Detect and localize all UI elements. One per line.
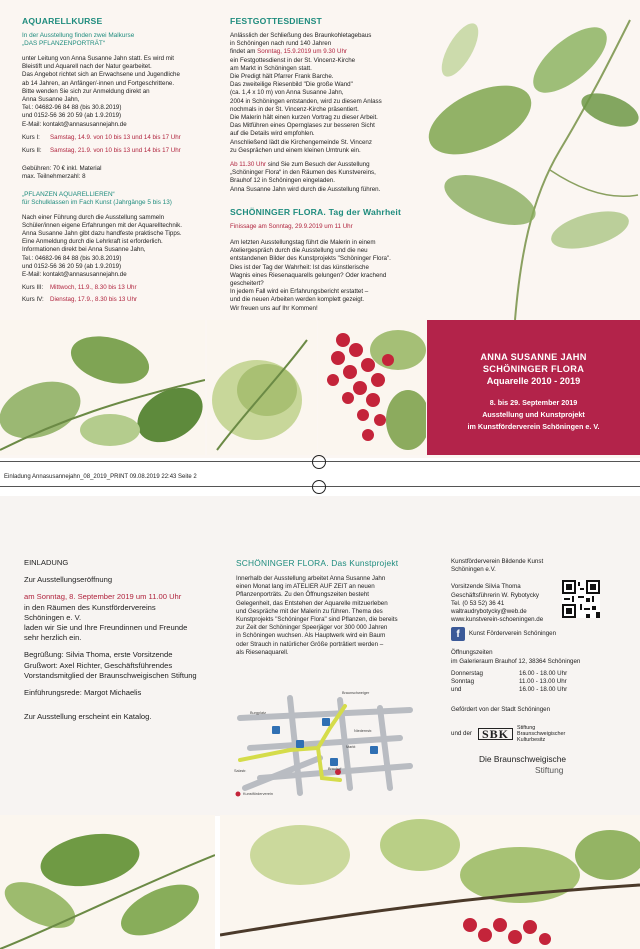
banner-project: SCHÖNINGER FLORA — [482, 364, 585, 374]
greet-line: Vorstandsmitglied der Braunschweigischen Stiftung — [24, 670, 197, 680]
body-line — [230, 48, 426, 56]
body-line: unter Leitung von Anna Susanne Jahn statt. Es wird mit — [22, 55, 175, 62]
body-line: „Schöninger Flora“ in den Räumen des Kunstvereins, — [230, 169, 376, 177]
facebook-row[interactable] — [451, 627, 626, 641]
kurs-4 — [22, 296, 212, 304]
banner-subtitle: Aquarelle 2010 - 2019 — [486, 376, 581, 386]
body-line: Nach einer Führung durch die Ausstellung sammeln — [22, 213, 165, 221]
body-line: Bleistift und Aquarell nach der Natur gearbeitet. — [22, 63, 152, 71]
contact-line: Tel. (0 53 52) 36 41 — [451, 599, 505, 607]
aquarell-body — [22, 55, 212, 129]
fest-body — [230, 32, 426, 155]
sbk-text-line: Kulturbesitz — [517, 737, 546, 744]
kurs-label: Kurs II: — [22, 147, 42, 155]
body-line: ein Festgottesdienst in der St. Vincenz-Kirche — [230, 56, 356, 64]
sbk-text — [517, 725, 565, 744]
body-line: auf die Details wird empfohlen. — [230, 130, 315, 138]
contact-line: Vorsitzende Silvia Thoma — [451, 583, 521, 591]
banner-dates: 8. bis 29. September 2019 — [489, 398, 578, 407]
body-line: ab 14 Jahren, an Anfänger/-innen und Fortgeschrittene. — [22, 79, 175, 87]
map-label: Burgplatz — [250, 711, 267, 715]
date-highlight: Sonntag, 15.9.2019 um 9.30 Uhr — [257, 48, 347, 56]
body-line: Pflanzenporträts. Zu den Öffnungszeiten besteht — [236, 591, 370, 599]
body-line: Informationen direkt bei Anna Susanne Jahn, — [22, 246, 146, 254]
body-line: Das Mitführen eines Opernglases zur besseren Sicht — [230, 122, 375, 130]
hours-row — [451, 670, 626, 678]
body-line: nochmals in der St. Vincenz-Kirche präsentiert. — [230, 105, 359, 113]
kurs-label: Kurs IV: — [22, 296, 44, 304]
plant-illustration-top-right — [420, 0, 640, 320]
invite-line: sehr herzlich ein. — [24, 633, 82, 643]
map-label: Niedernstr. — [354, 729, 373, 733]
body-line: und Gespräche mit der Malerin zu führen. Thema des — [236, 607, 383, 615]
kurs-2 — [22, 147, 212, 155]
intro-speech: Einführungsrede: Margot Michaelis — [24, 688, 142, 698]
kurs-label: Kurs I: — [22, 133, 40, 141]
project-title: SCHÖNINGER FLORA. Das Kunstprojekt — [236, 558, 399, 568]
body-line: Brauhof 12 in Schöningen eingeladen. — [230, 177, 335, 185]
hours-block — [451, 649, 626, 694]
body-line: Wagnis eines Riesenaquarells gelungen? Oder krachend — [230, 271, 387, 279]
body-line: entstandenen Bilder des Kunstprojekts "Schöninger Flora". — [230, 255, 391, 263]
hours-time: 11.00 - 13.00 Uhr — [519, 678, 567, 686]
hours-time: 16.00 - 18.00 Uhr — [519, 669, 568, 677]
invitation — [24, 558, 224, 722]
title-banner — [427, 320, 640, 455]
text: sind Sie zum Besuch der Ausstellung — [266, 161, 370, 169]
fee-line: max. Teilnehmerzahl: 8 — [22, 173, 86, 181]
org-line: Schöningen e.V. — [451, 566, 496, 574]
invite-line: Schöningen e. V. — [24, 612, 82, 622]
kurs-date: Dienstag, 17.9., 8.30 bis 13 Uhr — [50, 296, 138, 304]
wahrheit-title: SCHÖNINGER FLORA. Tag der Wahrheit — [230, 206, 402, 217]
map-label: Braunschweiger — [342, 691, 370, 695]
body-line: oder Strauch in natürlicher Größe porträtiert werden – — [236, 640, 384, 648]
stiftung-line: Die Braunschweigische — [479, 753, 567, 764]
hours-row — [451, 686, 626, 694]
body-line: Bitte wenden Sie sich zur Anmeldung direkt an — [22, 87, 150, 95]
body-line: Anlässlich der Schließung des Braunkohletagebaus — [230, 32, 372, 39]
currant-branch-illustration — [220, 815, 640, 949]
aquarell-title: AQUARELLKURSE — [22, 16, 103, 26]
body-line: Wir freuen uns auf Ihr Kommen! — [230, 304, 318, 312]
kurs-label: Kurs III: — [22, 284, 44, 292]
map-label: Kunstförderverein — [243, 792, 273, 796]
body-line: Ateliergespräch durch die Ausstellung und die neu — [230, 247, 368, 255]
body-line: Innerhalb der Ausstellung arbeitet Anna Susanne Jahn — [236, 575, 386, 582]
org-name — [451, 558, 626, 574]
project-body — [236, 575, 426, 657]
and-the: und der — [451, 730, 472, 738]
fee-line: Gebühren: 70 € inkl. Material — [22, 165, 102, 173]
hours-day: Sonntag — [451, 678, 475, 686]
map-label: Markt — [346, 745, 356, 749]
hours-address: im Galerieraum Brauhof 12, 38364 Schöningen — [451, 657, 581, 665]
body-line: Tel.: 04682-96 84 88 (bis 30.8.2019) — [22, 254, 122, 262]
kurs-date: Samstag, 14.9. von 10 bis 13 und 14 bis 17 Uhr — [50, 133, 181, 141]
body-line: in Schöningen wuchsen. Als Hauptwerk wird ein Baum — [236, 632, 386, 640]
body-line: Das zweiteilige Riesenbild "Die große Wand" — [230, 81, 353, 89]
contact-line: Geschäftsführerin W. Rybotycky — [451, 591, 540, 599]
aquarell-subtitle-line: In der Ausstellung finden zwei Malkurse — [22, 32, 135, 39]
body-line: Dies ist der Tag der Wahrheit: Ist das künstlerische — [230, 263, 369, 271]
body-line: Am letzten Ausstellungstag führt die Malerin in einem — [230, 239, 376, 247]
leaf-illustration-3 — [0, 815, 215, 949]
body-line: Die Malerin hält einen kurzen Vortrag zu dieser Arbeit. — [230, 114, 378, 122]
project-column — [236, 558, 426, 657]
time-highlight: Ab 11.30 Uhr — [230, 161, 267, 169]
registration-mark-icon — [312, 455, 326, 469]
schul-title-line: für Schulklassen im Fach Kunst (Jahrgänge 5 bis 13) — [22, 198, 172, 206]
text: findet am — [230, 48, 258, 56]
wahrheit-body — [230, 239, 426, 313]
sponsor-line: Gefördert von der Stadt Schöningen — [451, 706, 551, 714]
body-line: einen Monat lang im ATELIER AUF ZEIT an neuen — [236, 583, 375, 591]
hours-time: 16.00 - 18.00 Uhr — [519, 686, 568, 694]
banner-line2: Ausstellung und Kunstprojekt — [482, 410, 585, 419]
body-line: als Riesenaquarell. — [236, 648, 289, 656]
kurs-date: Samstag, 21.9. von 10 bis 13 und 14 bis 17 Uhr — [50, 147, 181, 155]
finissage: Finissage am Sonntag, 29.9.2019 um 11 Uhr — [230, 222, 353, 230]
facebook-icon: f — [451, 627, 465, 641]
fest-column — [230, 16, 426, 313]
banner-artist: ANNA SUSANNE JAHN — [480, 352, 587, 362]
body-line: Anna Susanne Jahn gibt dazu handfeste praktische Tipps. — [22, 230, 182, 238]
kurs-3 — [22, 284, 212, 292]
greet-line: Grußwort: Axel Richter, Geschäftsführendes — [24, 660, 173, 670]
aquarell-subtitle — [22, 32, 212, 48]
sbk-text-line: Braunschweigischer — [517, 731, 566, 738]
schul-title-line: „PFLANZEN AQUARELLIEREN“ — [22, 190, 115, 198]
currant-illustration — [318, 320, 426, 455]
body-line: Die Predigt hält Pfarrer Frank Barche. — [230, 73, 334, 81]
registration-mark-icon — [312, 480, 326, 494]
invite-line: laden wir Sie und Ihre Freundinnen und Freunde — [24, 623, 188, 633]
contact-line[interactable]: waltraudrybotycky@web.de — [451, 608, 527, 616]
map-label: Brauhof — [328, 767, 342, 771]
stiftung-line: Stiftung — [535, 764, 564, 775]
body-line: (ca. 1,4 x 10 m) von Anna Susanne Jahn, — [230, 89, 344, 97]
body-line: Anna Susanne Jahn, — [22, 96, 80, 104]
aquarell-column — [22, 16, 212, 305]
body-line: zu Gesprächen und einem kleinen Umtrunk ein. — [230, 146, 361, 154]
body-line: in Schöningen nach rund 140 Jahren — [230, 40, 332, 48]
body-line: 2004 in Schöningen entstanden, wird zu diesem Anlass — [230, 97, 382, 105]
facebook-label: Kunst Förderverein Schöningen — [469, 630, 557, 638]
invite-title: EINLADUNG — [24, 558, 69, 567]
braunschweigische-stiftung-logo — [479, 754, 626, 776]
schul-body — [22, 214, 212, 280]
body-line: Kunstprojekts "Schöninger Flora" sind Pflanzen, die bereits — [236, 616, 398, 624]
sbk-row — [451, 725, 626, 744]
banner-line3: im Kunstförderverein Schöningen e. V. — [467, 422, 600, 431]
hours-day: Donnerstag — [451, 669, 483, 677]
body-line: und die neuen Arbeiten werden komplett gezeigt. — [230, 296, 365, 304]
body-line: Gelegenheit, das Entstehen der Aquarelle mitzuerleben — [236, 599, 388, 607]
leaf-illustration-1 — [0, 320, 205, 455]
leaf-illustration-2 — [207, 320, 317, 455]
body-line: In jedem Fall wird ein Erfahrungsbericht erstattet – — [230, 288, 369, 296]
body-line: Das Angebot richtet sich an Erwachsene und Jugendliche — [22, 71, 180, 79]
aquarell-subtitle-line: „DAS PFLANZENPORTRÄT“ — [22, 40, 105, 47]
kurs-1 — [22, 134, 212, 142]
body-line: Anschließend lädt die Kirchengemeinde St. Vincenz — [230, 138, 372, 146]
body-line: Anna Susanne Jahn wird durch die Ausstellung führen. — [230, 185, 381, 193]
greet-line: Begrüßung: Silvia Thoma, erste Vorsitzende — [24, 650, 173, 660]
body-line: E-Mail: kontakt@annasusannejahn.de — [22, 271, 127, 279]
sbk-text-line: Stiftung — [517, 724, 536, 731]
body-line: gescheitert? — [230, 280, 264, 288]
qr-code[interactable] — [562, 580, 600, 618]
body-line: am Markt in Schöningen statt. — [230, 64, 312, 72]
hours-row — [451, 678, 626, 686]
map-label: Salzstr. — [234, 769, 247, 773]
print-slug: Einladung Annasusannejahn_08_2019_PRINT 09.08.2019 22:43 Seite 2 — [4, 474, 197, 480]
body-line: Eine Anmeldung durch die Lehrkraft ist erforderlich. — [22, 238, 163, 246]
body-line: Schüler/innen eigene Erfahrungen mit der Aquarelltechnik. — [22, 221, 182, 229]
invite-date: am Sonntag, 8. September 2019 um 11.00 Uhr — [24, 592, 182, 602]
body-line: und 0152-56 36 20 59 (ab 1.9.2019) — [22, 112, 122, 120]
body-line: E-Mail: kontakt@annasusannejahn.de — [22, 120, 127, 128]
kurs-date: Mittwoch, 11.9., 8.30 bis 13 Uhr — [50, 284, 137, 292]
fees — [22, 165, 212, 181]
invite-line: Zur Ausstellungseröffnung — [24, 575, 113, 585]
fest-body-2 — [230, 161, 426, 194]
hours-day: und — [451, 686, 462, 694]
fest-title: FESTGOTTESDIENST — [230, 16, 323, 26]
body-line: Tel.: 04682-96 84 88 (bis 30.8.2019) — [22, 104, 122, 112]
body-line — [230, 161, 426, 169]
invite-line: in den Räumen des Kunstfördervereins — [24, 602, 156, 612]
location-map — [230, 688, 420, 800]
body-line: und 0152-56 36 20 59 (ab 1.9.2019) — [22, 262, 122, 270]
catalog-note: Zur Ausstellung erscheint ein Katalog. — [24, 712, 152, 722]
body-line: zur Zeit der Schöninger Speerjäger vor 300 000 Jahren — [236, 624, 388, 632]
website-link[interactable]: www.kunstverein-schoeningen.de — [451, 616, 544, 624]
schul-title — [22, 191, 212, 207]
sbk-logo: SBK — [478, 728, 513, 740]
hours-title: Öffnungszeiten — [451, 649, 493, 657]
org-line: Kunstförderverein Bildende Kunst — [451, 558, 544, 565]
